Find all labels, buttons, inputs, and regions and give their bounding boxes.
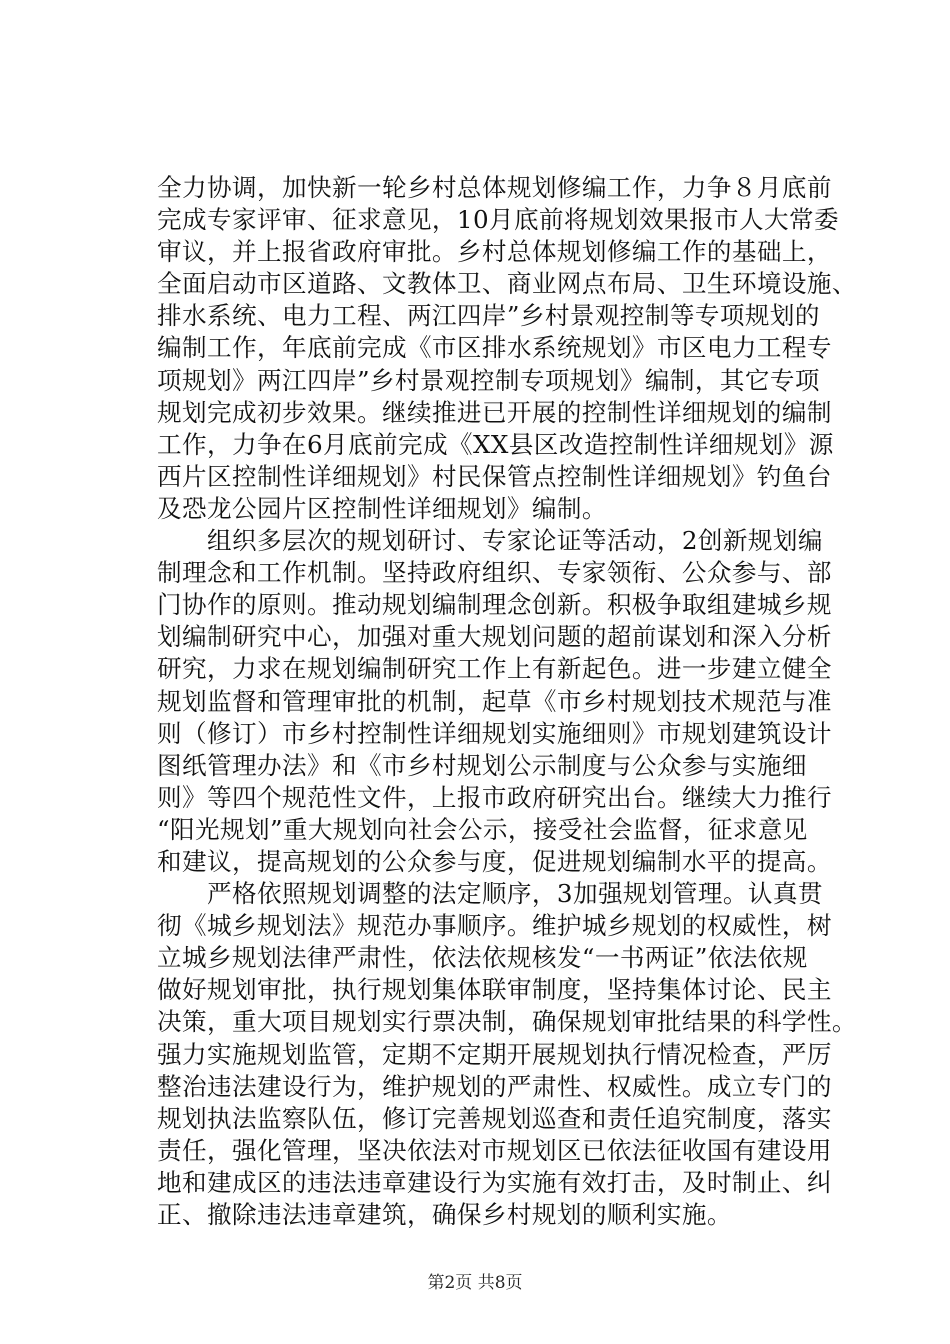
text-line: “阳光规划”重大规划向社会公示，接受社会监督，征求意见: [157, 814, 808, 844]
text-line: 图纸管理办法》和《市乡村规划公示制度与公众参与实施细: [157, 750, 807, 780]
text-line: 正、撤除违法违章建筑，确保乡村规划的顺利实施。: [157, 1200, 732, 1229]
text-line: 严格依照规划调整的法定顺序，3加强规划管理。认真贯: [157, 879, 823, 909]
text-line: 及恐龙公园片区控制性详细规划》编制。: [157, 493, 607, 523]
text-line: 排水系统、电力工程、两江四岸”乡村景观控制等专项规划的: [157, 301, 820, 331]
text-line: 西片区控制性详细规划》村民保管点控制性详细规划》钓鱼台: [157, 461, 832, 491]
text-line: 强力实施规划监管，定期不定期开展规划执行情况检查，严厉: [157, 1039, 832, 1069]
text-line: 研究，力求在规划编制研究工作上有新起色。进一步建立健全: [157, 654, 832, 684]
text-line: 划编制研究中心，加强对重大规划问题的超前谋划和深入分析: [157, 622, 832, 652]
page-footer: 第2页 共8页: [427, 1273, 523, 1293]
text-line: 制理念和工作机制。坚持政府组织、专家领衔、公众参与、部: [157, 558, 832, 588]
text-line: 完成专家评审、征求意见，10月底前将规划效果报市人大常委: [157, 205, 839, 235]
text-line: 全面启动市区道路、文教体卫、商业网点布局、卫生环境设施、: [157, 269, 857, 299]
text-line: 规划执法监察队伍，修订完善规划巡查和责任追究制度，落实: [157, 1103, 832, 1133]
text-line: 立城乡规划法律严肃性，依法依规核发“一书两证”依法依规: [157, 943, 808, 973]
text-line: 组织多层次的规划研讨、专家论证等活动，2创新规划编: [157, 526, 823, 556]
text-line: 则》等四个规范性文件，上报市政府研究出台。继续大力推行: [157, 782, 832, 812]
text-line: 彻《城乡规划法》规范办事顺序。维护城乡规划的权威性，树: [157, 911, 832, 941]
text-line: 工作，力争在6月底前完成《XX县区改造控制性详细规划》源: [157, 429, 834, 459]
text-line: 整治违法建设行为，维护规划的严肃性、权威性。成立专门的: [157, 1071, 832, 1101]
text-line: 做好规划审批，执行规划集体联审制度，坚持集体讨论、民主: [157, 975, 832, 1005]
text-line: 规划监督和管理审批的机制，起草《市乡村规划技术规范与准: [157, 686, 832, 716]
text-line: 则（修订）市乡村控制性详细规划实施细则》市规划建筑设计: [157, 718, 832, 748]
text-line: 审议，并上报省政府审批。乡村总体规划修编工作的基础上，: [157, 237, 832, 267]
text-line: 决策，重大项目规划实行票决制，确保规划审批结果的科学性。: [157, 1007, 857, 1037]
body-text: [157, 172, 857, 1231]
text-line: 和建议，提高规划的公众参与度，促进规划编制水平的提高。: [157, 846, 832, 876]
text-line: 责任，强化管理，坚决依法对市规划区已依法征收国有建设用: [157, 1135, 832, 1165]
text-line: 规划完成初步效果。继续推进已开展的控制性详细规划的编制: [157, 397, 832, 427]
text-line: 地和建成区的违法违章建设行为实施有效打击，及时制止、纠: [157, 1167, 832, 1197]
text-line: 全力协调，加快新一轮乡村总体规划修编工作，力争８月底前: [157, 173, 832, 202]
text-line: 项规划》两江四岸”乡村景观控制专项规划》编制，其它专项: [157, 365, 820, 395]
text-line: 编制工作，年底前完成《市区排水系统规划》市区电力工程专: [157, 333, 832, 363]
text-line: 门协作的原则。推动规划编制理念创新。积极争取组建城乡规: [157, 590, 832, 620]
